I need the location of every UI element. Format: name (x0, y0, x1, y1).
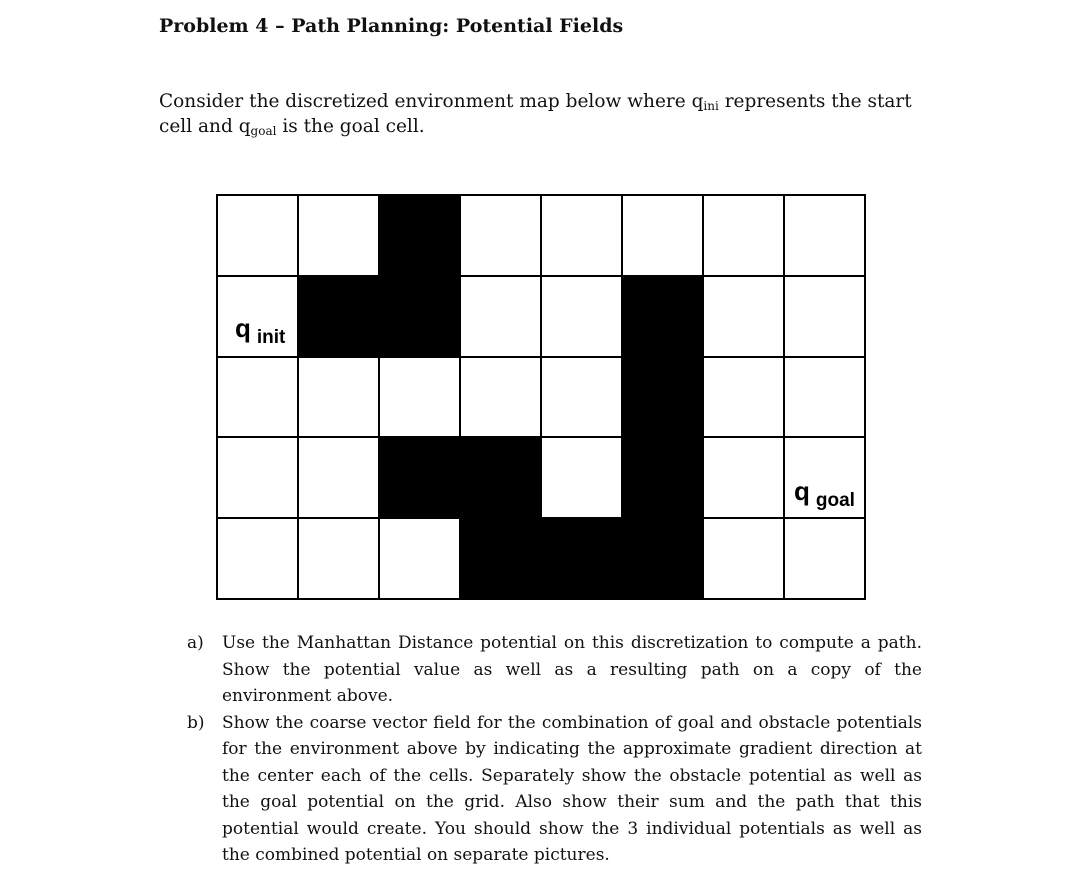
question-letter: a) (187, 633, 204, 653)
obstacle-cell (379, 195, 460, 276)
obstacle-cell (622, 518, 703, 599)
free-cell (541, 437, 622, 518)
free-cell (703, 437, 784, 518)
environment-grid (216, 194, 866, 600)
question-text: Use the Manhattan Distance potential on this discretization to compute a path. Show the potential value as well as a resulting path on a copy of the environment above. (222, 633, 922, 706)
obstacle-cell (622, 357, 703, 438)
free-cell (217, 518, 298, 599)
intro-text-2: represents the start cell and (159, 91, 912, 137)
problem-title: Problem 4 – Path Planning: Potential Fields (159, 15, 624, 37)
free-cell (217, 437, 298, 518)
question-a (187, 630, 922, 710)
free-cell (460, 195, 541, 276)
free-cell (298, 195, 379, 276)
free-cell (703, 276, 784, 357)
intro-text-1: Consider the discretized environment map below where (159, 91, 692, 112)
free-cell (298, 357, 379, 438)
obstacle-cell (622, 276, 703, 357)
free-cell (460, 357, 541, 438)
obstacle-cell (298, 276, 379, 357)
free-cell (379, 357, 460, 438)
obstacle-cell (541, 518, 622, 599)
obstacle-cell (460, 437, 541, 518)
free-cell (703, 518, 784, 599)
free-cell (217, 357, 298, 438)
q-goal-symbol: $q_{goal}$ (238, 116, 277, 138)
free-cell (298, 518, 379, 599)
intro-text-3: is the goal cell. (276, 116, 425, 137)
free-cell (541, 357, 622, 438)
free-cell (379, 518, 460, 599)
free-cell (784, 437, 865, 518)
problem-intro (159, 89, 929, 139)
free-cell (703, 195, 784, 276)
q-ini-symbol: $q_{ini}$ (691, 91, 719, 113)
question-letter: b) (187, 712, 205, 733)
free-cell (541, 195, 622, 276)
free-cell (784, 357, 865, 438)
obstacle-cell (379, 276, 460, 357)
free-cell (784, 518, 865, 599)
obstacle-cell (622, 437, 703, 518)
obstacle-cell (460, 518, 541, 599)
free-cell (622, 195, 703, 276)
free-cell (460, 276, 541, 357)
free-cell (217, 195, 298, 276)
goal-cell-label: q goal (794, 476, 855, 512)
question-text: Show the coarse vector field for the combination of goal and obstacle potentials for the environment above by indicating the approximate gradient direction at the center each of the cells. Separately show the obstacle potential as well as the goal potential on the grid. Also show their sum and the path that this potential would create. You should show the 3 individual potentials as well as the combined potential on separate pictures. (222, 712, 922, 865)
free-cell (784, 276, 865, 357)
free-cell (298, 437, 379, 518)
free-cell (784, 195, 865, 276)
free-cell (217, 276, 298, 357)
start-cell-label: q init (235, 312, 286, 348)
obstacle-cell (379, 437, 460, 518)
free-cell (541, 276, 622, 357)
free-cell (703, 357, 784, 438)
question-list (187, 630, 922, 869)
